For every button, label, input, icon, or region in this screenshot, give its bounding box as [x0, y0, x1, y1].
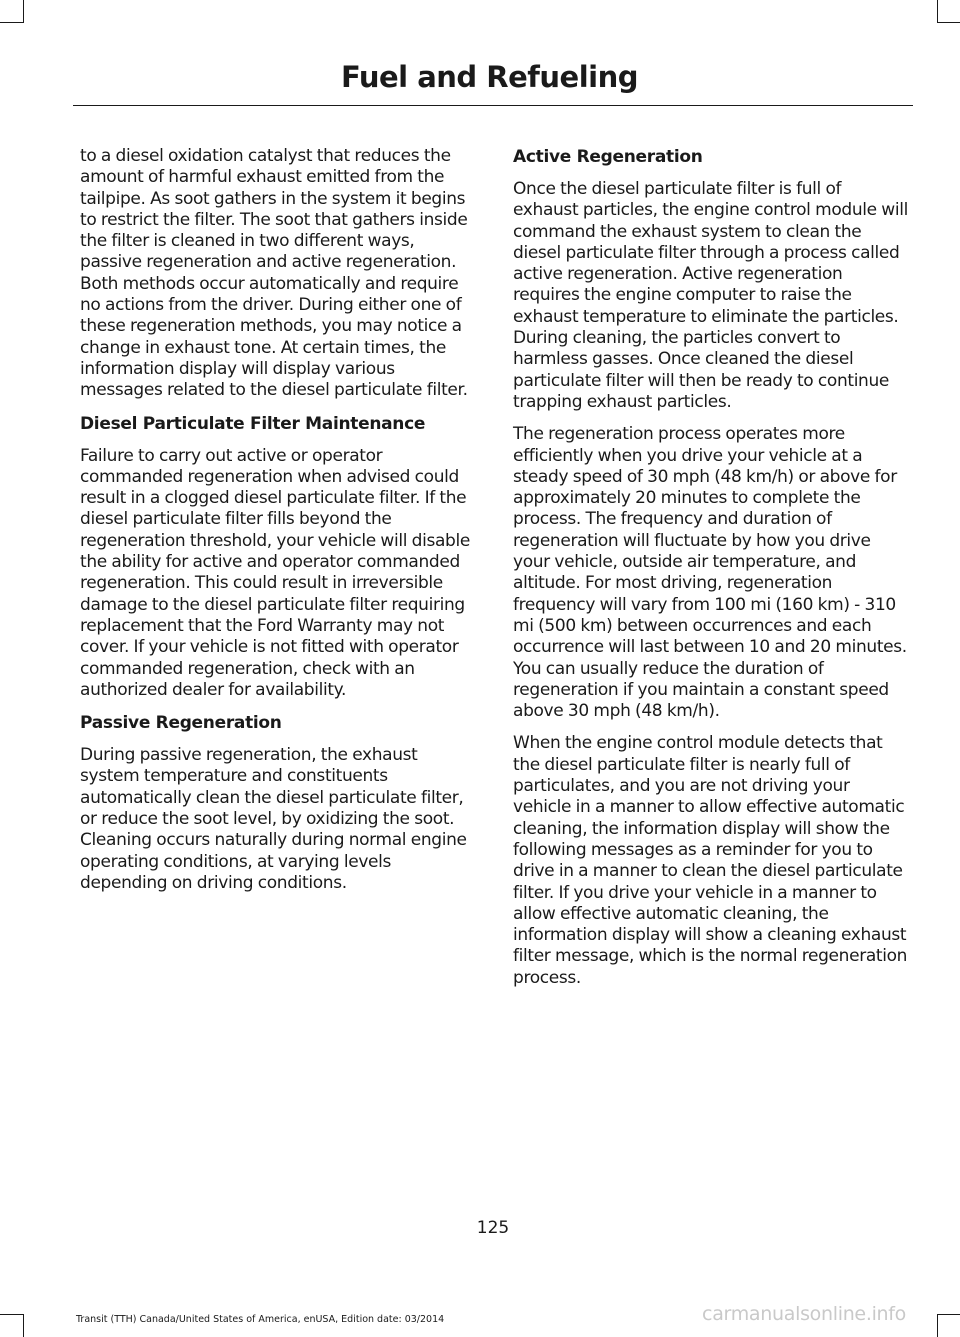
- crop-mark-top-left: [0, 22, 24, 23]
- crop-mark-top-right: [937, 0, 938, 22]
- header-divider: [73, 105, 913, 106]
- watermark: carmanualsonline.info: [702, 1303, 906, 1325]
- section-heading: Active Regeneration: [513, 147, 703, 167]
- crop-mark-bottom-right: [937, 1315, 938, 1337]
- paragraph: Once the diesel particulate filter is full of exhaust particles, the engine control module will command the exhaust system to clean the diesel particulate filter through a process called active regeneration. Active regeneration requires the engine computer to raise the exhaust temperature to eliminate the particles. During cleaning, the particles convert to harmless gasses. Once cleaned the diesel particulate filter will then be ready to continue trapping exhaust particles.: [513, 179, 908, 412]
- paragraph: Failure to carry out active or operator commanded regeneration when advised could result in a clogged diesel particulate filter. If the diesel particulate filter fills beyond the regeneration threshold, your vehicle will disable the ability for active and operator commanded regeneration. This could result in irreversible damage to the diesel particulate filter requiring replacement that the Ford Warranty may not cover. If your vehicle is not fitted with operator commanded regeneration, check with an authorized dealer for availability.: [80, 445, 470, 700]
- paragraph: The regeneration process operates more efficiently when you drive your vehicle at a steady speed of 30 mph (48 km/h) or above for approximately 20 minutes to complete the process. The frequency and duration of regeneration will fluctuate by how you drive your vehicle, outside air temperature, and altitude. For most driving, regeneration frequency will vary from 100 mi (160 km) - 310 mi (500 km) between occurrences and each occurrence will last between 10 and 20 minutes. You can usually reduce the duration of regeneration if you maintain a constant speed above 30 mph (48 km/h).: [513, 424, 907, 722]
- paragraph: During passive regeneration, the exhaust system temperature and constituents automatically clean the diesel particulate filter, or reduce the soot level, by oxidizing the soot. Cleaning occurs naturally during normal engine operating conditions, at varying levels depending on driving conditions.: [80, 745, 467, 893]
- section-heading: Diesel Particulate Filter Maintenance: [80, 413, 426, 434]
- paragraph: to a diesel oxidation catalyst that reduces the amount of harmful exhaust emitted from the tailpipe. As soot gathers in the system it begins to restrict the filter. The soot that gathers inside the filter is cleaned in two different ways, passive regeneration and active regeneration. Both methods occur automatically and require no actions from the driver. During either one of these regeneration methods, you may notice a change in exhaust tone. At certain times, the information display will display various messages related to the diesel particulate filter.: [80, 146, 468, 401]
- crop-mark-top-left: [23, 0, 24, 22]
- page-number: 125: [476, 1218, 510, 1238]
- right-column: [513, 146, 909, 1000]
- crop-mark-top-right: [937, 22, 960, 23]
- page-title: Fuel and Refueling: [340, 60, 638, 94]
- edition-footer: Transit (TTH) Canada/United States of America, enUSA, Edition date: 03/2014: [76, 1314, 445, 1325]
- crop-mark-bottom-right: [937, 1314, 960, 1315]
- paragraph: When the engine control module detects that the diesel particulate filter is nearly full of particulates, and you are not driving your vehicle in a manner to allow effective automatic cleaning, the information display will show the following messages as a reminder for you to drive in a manner to clean the diesel particulate filter. If you drive your vehicle in a manner to allow effective automatic cleaning, the information display will show a cleaning exhaust filter message, which is the normal regeneration process.: [513, 733, 908, 988]
- left-column: [80, 146, 476, 905]
- crop-mark-bottom-left: [0, 1314, 24, 1315]
- crop-mark-bottom-left: [23, 1315, 24, 1337]
- section-heading: Passive Regeneration: [80, 713, 282, 734]
